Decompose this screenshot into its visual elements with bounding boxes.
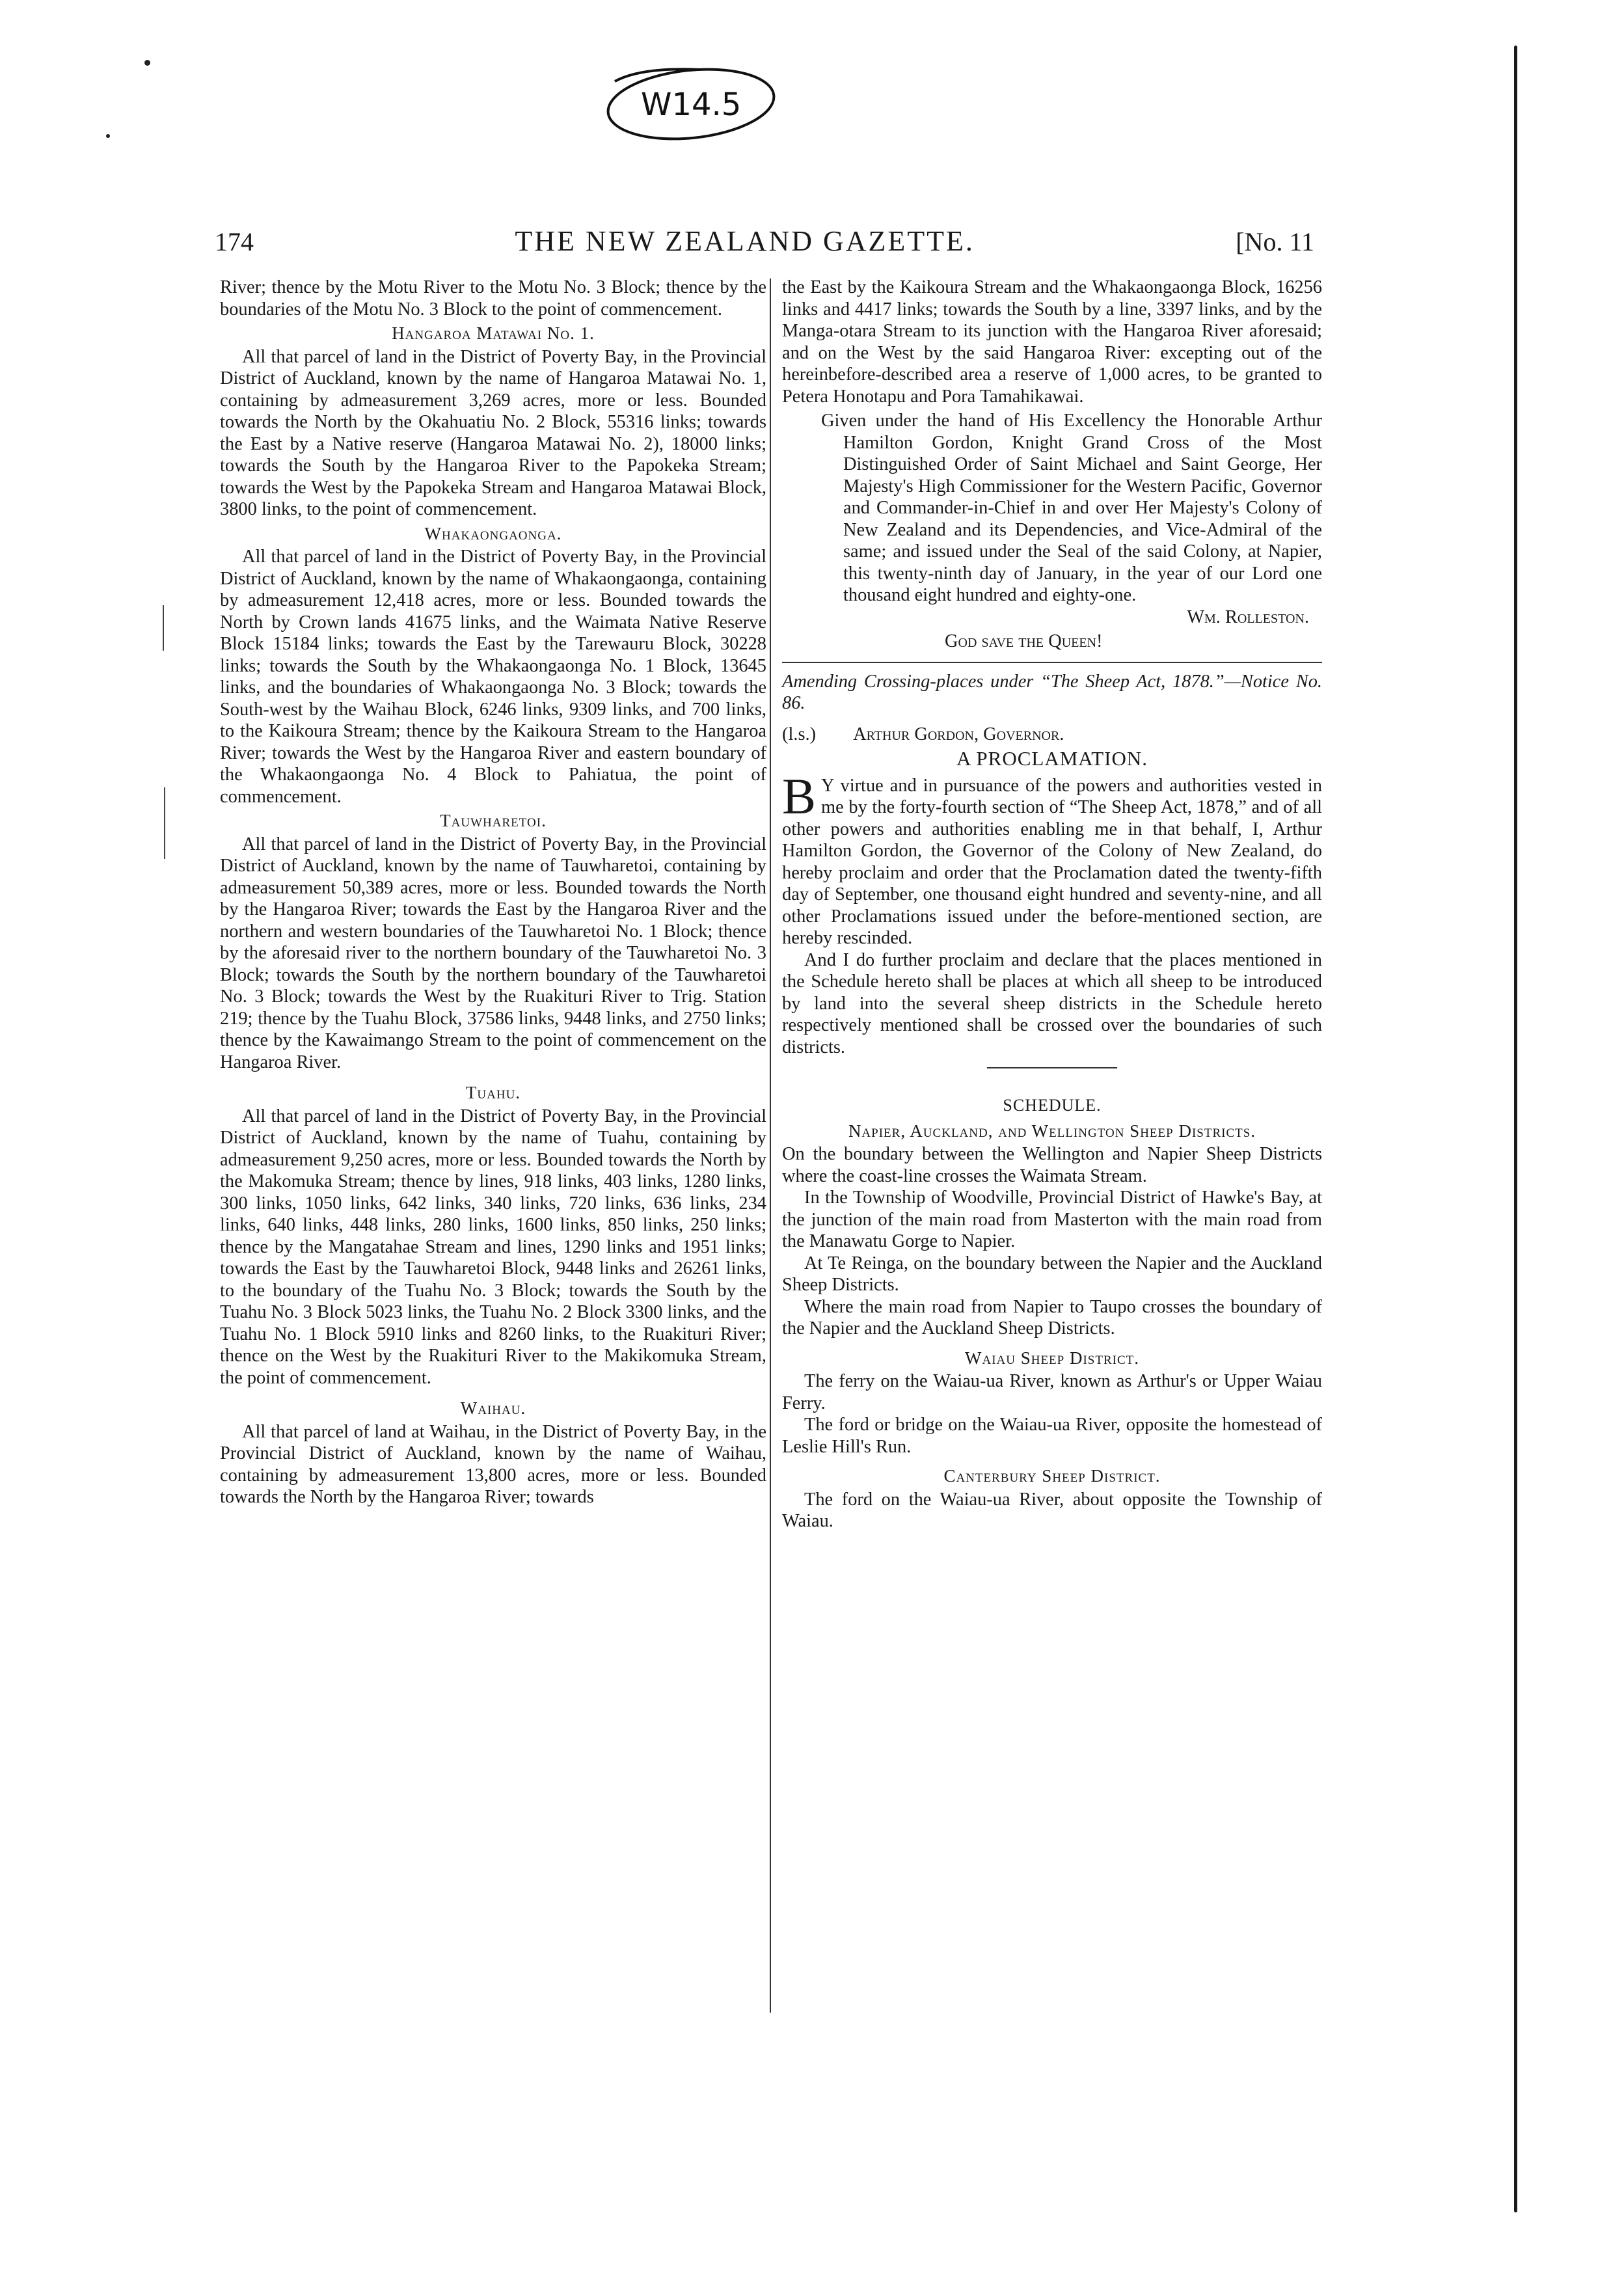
- proclamation-title: A PROCLAMATION.: [956, 747, 1148, 770]
- schedule-item: The ford on the Waiau-ua River, about opposite the Township of Waiau.: [782, 1489, 1322, 1531]
- page-number: 174: [215, 227, 254, 256]
- margin-mark: [164, 787, 165, 859]
- schedule-title: SCHEDULE.: [1003, 1096, 1102, 1115]
- given-under-text: Given under the hand of His Excellency the Honorable Arthur Hamilton Gordon, Knight Grand Cross of the Most Distinguished Order of Saint Michael and Saint George, Her Majesty's High Commissioner for the Western Pacific, Governor and Commander-in-Chief in and over Her Majesty's Colony of New Zealand and its Dependencies, and Vice-Admiral of the same; and issued under the Seal of the said Colony, at Napier, this twenty-ninth day of January, in the year of our Lord one thousand eight hundred and eighty-one.: [821, 411, 1322, 605]
- handwritten-stamp: [602, 62, 781, 146]
- column-divider: [770, 279, 771, 2013]
- stamp-text: W14.5: [641, 87, 742, 123]
- section-heading: Tauwharetoi.: [440, 811, 547, 830]
- schedule-heading: Canterbury Sheep District.: [943, 1466, 1161, 1486]
- god-save-the-queen: God save the Queen!: [945, 631, 1103, 651]
- gazette-title: THE NEW ZEALAND GAZETTE.: [515, 225, 975, 257]
- section-heading: Whakaongaonga.: [424, 523, 562, 543]
- ink-dot: [144, 60, 150, 66]
- schedule-item: On the boundary between the Wellington and Napier Sheep Districts where the coast-line crosses the Waimata Stream.: [782, 1144, 1322, 1186]
- ink-dot: [106, 134, 110, 138]
- proclamation-text: Y virtue and in pursuance of the powers and authorities vested in me by the forty-fourth section of “The Sheep Act, 1878,” and of all other powers and authorities enabling me in that behalf, I, Arthur Hamilton Gordon, the Governor of the Colony of New Zealand, do hereby proclaim and order that the Proclamation dated the twenty-fifth day of September, one thousand eight hundred and seventy-nine, and all other Proclamations issued under the before-mentioned section, are hereby rescinded.: [782, 775, 1322, 948]
- given-under-block: [782, 410, 1322, 606]
- scan-edge-rule: [1514, 46, 1517, 2212]
- right-column: [782, 277, 1322, 1532]
- issue-number: [No. 11: [1236, 227, 1314, 256]
- section-heading: Hangaroa Matawai No. 1.: [392, 323, 595, 343]
- amending-title: Amending Crossing-places under “The Sheep Act, 1878.”—Notice No. 86.: [782, 671, 1322, 713]
- ls-mark: (l.s.): [782, 724, 817, 744]
- proclamation-paragraph: [782, 767, 1322, 949]
- section-rule: [782, 662, 1322, 663]
- section-text: All that parcel of land in the District of Poverty Bay, in the Provincial District of Auckland, known by the name of Whakaongaonga, containing by admeasurement 12,418 acres, more or less. Bounded towards the North by Crown lands 41675 links, and the Waimata Native Reserve Block 15184 links; towards the East by the Tarewauru Block, 30228 links; towards the South by the Whakaongaonga No. 1 Block, 13645 links, and the boundaries of Whakaongaonga No. 3 Block; towards the South-west by the Waihau Block, 6246 links, 9309 links, and 700 links, to the Kaikoura Stream; thence by the Kaikoura Stream to the Hangaroa River; towards the West by the Hangaroa River and eastern boundary of the Whakaongaonga No. 4 Block to Pahiatua, the point of commencement.: [220, 547, 766, 807]
- page-header: [215, 224, 1314, 264]
- schedule-heading: Napier, Auckland, and Wellington Sheep Districts.: [848, 1121, 1256, 1141]
- short-rule: [987, 1067, 1117, 1068]
- seal-line: [782, 724, 1322, 746]
- section-text: All that parcel of land at Waihau, in the District of Poverty Bay, in the Provincial District of Auckland, known by the name of Waihau, containing by admeasurement 13,800 acres, more or less. Bounded towards the North by the Hangaroa River; towards: [220, 1421, 766, 1507]
- schedule-item: Where the main road from Napier to Taupo crosses the boundary of the Napier and the Auckland Sheep Districts.: [782, 1296, 1322, 1339]
- proclamation-paragraph-2: And I do further proclaim and declare that the places mentioned in the Schedule hereto shall be places at which all sheep to be introduced by land into the several sheep districts in the Schedule hereto respectively mentioned shall be crossed over the boundaries of such districts.: [782, 949, 1322, 1057]
- schedule-item: In the Township of Woodville, Provincial District of Hawke's Bay, at the junction of the main road from Masterton with the main road from the Manawatu Gorge to Napier.: [782, 1188, 1322, 1251]
- section-text: All that parcel of land in the District of Poverty Bay, in the Provincial District of Auckland, known by the name of Tauwharetoi, containing by admeasurement 50,389 acres, more or less. Bounded towards the North by the Hangaroa River; towards the East by the Hangaroa River and the northern and western boundaries of the Tauwharetoi No. 1 Block; thence by the aforesaid river to the northern boundary of the Tauwharetoi No. 3 Block; towards the South by the northern boundary of the Tauwharetoi No. 3 Block; towards the West by the Ruakituri River to Trig. Station 219; thence by the Tuahu Block, 37586 links, 9448 links, and 2750 links; thence by the Kawaimango Stream to the point of commencement on the Hangaroa River.: [220, 834, 766, 1072]
- schedule-heading: Waiau Sheep District.: [964, 1348, 1140, 1368]
- continuation-paragraph: the East by the Kaikoura Stream and the Whakaongaonga Block, 16256 links and 4417 links; towards the South by a line, 3397 links, and by the Manga-otara Stream to its junction with the Hangaroa River aforesaid; and on the West by the said Hangaroa River: excepting out of the hereinbefore-described area a reserve of 1,000 acres, to be granted to Petera Honotapu and Pora Tamahikawai.: [782, 277, 1322, 407]
- schedule-item: The ford or bridge on the Waiau-ua River, opposite the homestead of Leslie Hill's Run.: [782, 1415, 1322, 1457]
- intro-paragraph: River; thence by the Motu River to the Motu No. 3 Block; thence by the boundaries of the Motu No. 3 Block to the point of commencement.: [220, 277, 766, 319]
- governor-name: Arthur Gordon, Governor.: [853, 724, 1064, 744]
- section-text: All that parcel of land in the District of Poverty Bay, in the Provincial District of Auckland, known by the name of Tuahu, containing by admeasurement 9,250 acres, more or less. Bounded towards the North by the Makomuka Stream; thence by lines, 918 links, 403 links, 1280 links, 300 links, 1050 links, 642 links, 340 links, 720 links, 636 links, 234 links, 640 links, 448 links, 280 links, 1600 links, 850 links, 250 links; thence by the Mangatahae Stream and lines, 1290 links and 1951 links; towards the East by the Tauwharetoi Block, 9448 links and 26261 links, to the boundary of the Tuahu No. 3 Block; towards the South by the Tuahu No. 3 Block 5023 links, the Tuahu No. 2 Block 3300 links, and the Tuahu No. 1 Block 5910 links and 8260 links, to the Ruakituri River; thence on the West by the Ruakituri River to the Makikomuka Stream, the point of commencement.: [220, 1106, 766, 1388]
- schedule-item: At Te Reinga, on the boundary between the Napier and the Auckland Sheep Districts.: [782, 1253, 1322, 1295]
- section-text: All that parcel of land in the District of Poverty Bay, in the Provincial District of Auckland, known by the name of Hangaroa Matawai No. 1, containing by admeasurement 3,269 acres, more or less. Bounded towards the North by the Okahuatiu No. 2 Block, 55316 links; towards the East by a Native reserve (Hangaroa Matawai No. 2), 18000 links; towards the South by the Hangaroa River to the Papokeka Stream; towards the West by the Papokeka Stream and Hangaroa Matawai Block, 3800 links, to the point of commencement.: [220, 346, 766, 519]
- left-column: [220, 277, 766, 1508]
- drop-cap: B: [782, 767, 817, 824]
- section-heading: Tuahu.: [465, 1083, 521, 1102]
- margin-mark: [163, 605, 164, 651]
- signature: Wm. Rolleston.: [1187, 606, 1309, 627]
- section-heading: Waihau.: [460, 1398, 526, 1418]
- schedule-item: The ferry on the Waiau-ua River, known as Arthur's or Upper Waiau Ferry.: [782, 1371, 1322, 1413]
